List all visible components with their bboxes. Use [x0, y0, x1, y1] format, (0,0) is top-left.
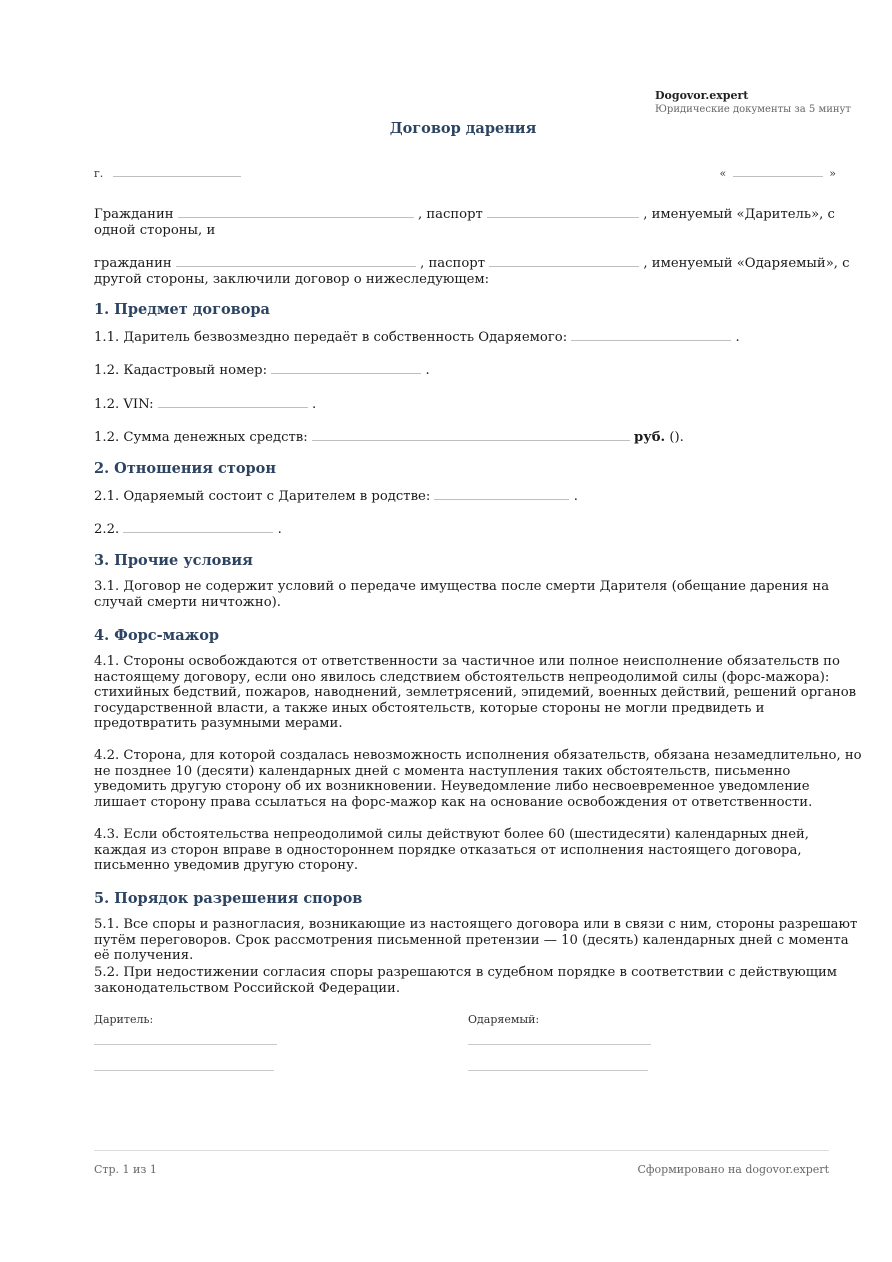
amount-words: (). [669, 430, 684, 445]
brand-block [655, 88, 851, 117]
clause-1-2-vin-text: 1.2. VIN: [94, 397, 154, 412]
brand-tagline: Юридические документы за 5 минут [655, 104, 851, 115]
cadastral-number-field[interactable] [271, 361, 421, 374]
donor-passport-field[interactable] [487, 205, 639, 218]
date-open-quote: « [719, 167, 727, 180]
clause-2-1-dot: . [573, 489, 578, 504]
party-donor-label: Гражданин [94, 207, 174, 222]
party-recipient-paragraph [94, 254, 864, 287]
recipient-signature-label: Одаряемый: [468, 1013, 540, 1026]
city-field[interactable] [113, 164, 241, 177]
date-block [720, 164, 836, 180]
amount-field[interactable] [312, 428, 630, 441]
clause-5-1: 5.1. Все споры и разногласия, возникающие из настоящего договора или в связи с ним, стороны разрешают путём переговоров. Срок рассмотрения письменной претензии — 10 (десять) календарных дней с момента её получения. [94, 917, 858, 963]
section-4-heading: 4. Форс-мажор [94, 627, 220, 644]
section-3-heading: 3. Прочие условия [94, 552, 253, 569]
clause-2-2-text: 2.2. [94, 522, 120, 537]
page-number: Стр. 1 из 1 [94, 1163, 157, 1176]
clause-1-1 [94, 328, 864, 346]
clause-1-2-cadastral [94, 361, 864, 379]
vin-field[interactable] [158, 395, 308, 408]
clause-2-2-dot: . [277, 522, 282, 537]
date-close-quote: » [829, 167, 836, 180]
clause-4-2: 4.2. Сторона, для которой создалась невозможность исполнения обязательств, обязана незамедлительно, но не позднее 10 (десяти) календарных дней с момента наступления таких обстоятельств, письменно уведомить другую сторону об их возникновении. Неуведомление либо несвоевременное уведомление лишает сторону права ссылаться на форс-мажор как на основание освобождения от ответственности. [94, 748, 862, 810]
donor-signature-label: Даритель: [94, 1013, 154, 1026]
clause-3-1: 3.1. Договор не содержит условий о передаче имущества после смерти Дарителя (обещание дарения на случай смерти ничтожно). [94, 579, 830, 610]
gift-object-field[interactable] [571, 328, 731, 341]
date-field[interactable] [733, 164, 823, 177]
clause-1-2-cadastral-dot: . [425, 363, 430, 378]
clause-4-3: 4.3. Если обстоятельства непреодолимой силы действуют более 60 (шестидесяти) календарных дней, каждая из сторон вправе в одностороннем порядке отказаться от исполнения настоящего договора, письменно уведомив другую сторону. [94, 827, 809, 873]
party-donor-paragraph [94, 205, 864, 238]
donor-signature-line[interactable] [94, 1043, 277, 1045]
generated-note: Сформировано на dogovor.expert [637, 1163, 829, 1176]
brand-name: Dogovor.expert [655, 89, 749, 102]
party-recipient-label: гражданин [94, 256, 172, 271]
party-donor-tail: , именуемый «Даритель», с одной стороны, и [94, 207, 835, 238]
donor-name-line[interactable] [94, 1069, 274, 1071]
kinship-field[interactable] [434, 487, 569, 500]
recipient-name-field[interactable] [176, 254, 416, 267]
clause-1-2-amount-text: 1.2. Сумма денежных средств: [94, 430, 308, 445]
clause-1-2-cadastral-text: 1.2. Кадастровый номер: [94, 363, 268, 378]
recipient-passport-field[interactable] [489, 254, 639, 267]
party-recipient-passport-label: , паспорт [420, 256, 485, 271]
clause-1-1-dot: . [735, 330, 740, 345]
section-5-heading: 5. Порядок разрешения споров [94, 890, 363, 907]
recipient-name-line[interactable] [468, 1069, 648, 1071]
city-prefix: г. [94, 167, 104, 180]
clause-2-1-text: 2.1. Одаряемый состоит с Дарителем в родстве: [94, 489, 431, 504]
clause-2-1 [94, 487, 864, 505]
recipient-signature-line[interactable] [468, 1043, 651, 1045]
document-title: Договор дарения [389, 120, 537, 137]
clause-4-1: 4.1. Стороны освобождаются от ответственности за частичное или полное неисполнение обязательств по настоящему договору, если оно явилось следствием обстоятельств непреодолимой силы (форс-мажора): стихийных бедствий, пожаров, наводнений, землетрясений, эпидемий, военных действий, решений органов государственной власти, а также иных обстоятельств, которые стороны не могли предвидеть и предотвратить разумными мерами. [94, 654, 857, 731]
clause-1-2-vin-dot: . [312, 397, 317, 412]
amount-unit: руб. [634, 430, 666, 445]
section-2-heading: 2. Отношения сторон [94, 460, 276, 477]
party-donor-passport-label: , паспорт [417, 207, 483, 222]
clause-2-2-field[interactable] [123, 520, 273, 533]
donor-name-field[interactable] [178, 205, 414, 218]
clause-1-2-amount [94, 428, 864, 446]
party-recipient-tail: , именуемый «Одаряемый», с другой стороны, заключили договор о нижеследующем: [94, 256, 850, 287]
footer-divider [94, 1150, 829, 1151]
clause-1-2-vin [94, 395, 864, 413]
clause-5-2: 5.2. При недостижении согласия споры разрешаются в судебном порядке в соответствии с действующим законодательством Российской Федерации. [94, 965, 838, 996]
city-date-row [94, 164, 836, 180]
clause-1-1-text: 1.1. Даритель безвозмездно передаёт в собственность Одаряемого: [94, 330, 568, 345]
section-1-heading: 1. Предмет договора [94, 301, 270, 318]
clause-2-2 [94, 520, 864, 538]
